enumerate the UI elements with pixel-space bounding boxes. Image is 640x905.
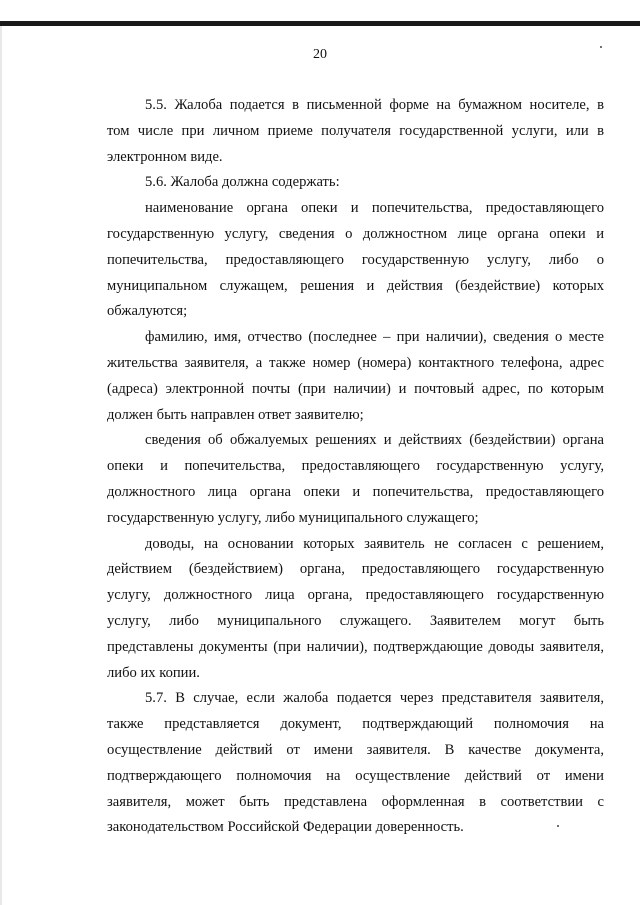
- page-number: 20: [313, 47, 327, 62]
- text-line: доводы, на основании которых заявитель не согласен с решением,: [145, 535, 604, 552]
- text-line: (адреса) электронной почты (при наличии) и почтовый адрес, по которым: [107, 380, 604, 397]
- text-line: 5.7. В случае, если жалоба подается через представителя заявителя,: [145, 690, 604, 707]
- document-body: [107, 93, 604, 841]
- scan-speck: [600, 46, 602, 48]
- paragraph-p-item-1: [107, 196, 604, 325]
- text-line: электронном виде.: [107, 148, 223, 165]
- text-line: наименование органа опеки и попечительства, предоставляющего: [145, 200, 604, 217]
- paragraph-p-item-2: [107, 325, 604, 428]
- text-line: попечительства, предоставляющего государственную услугу, либо о: [107, 251, 604, 268]
- text-line: также представляется документ, подтверждающий полномочия на: [107, 716, 604, 733]
- text-line: услугу, должностного лица органа, предоставляющего государственную: [107, 587, 604, 604]
- text-line: государственную услугу, либо муниципального служащего;: [107, 509, 479, 526]
- text-line: муниципальном служащем, решения и действия (бездействие) которых: [107, 277, 604, 294]
- paragraph-p-5-6: [107, 170, 604, 196]
- text-line: сведения об обжалуемых решениях и действиях (бездействии) органа: [145, 432, 604, 449]
- text-line: жительства заявителя, а также номер (номера) контактного телефона, адрес: [107, 354, 604, 371]
- scan-speck: [557, 825, 559, 827]
- text-line: опеки и попечительства, предоставляющего государственную услугу,: [107, 458, 604, 475]
- text-line: услугу, либо муниципального служащего. Заявителем могут быть: [107, 612, 604, 629]
- text-line: либо их копии.: [107, 664, 200, 681]
- text-line: действием (бездействием) органа, предоставляющего государственную: [107, 561, 604, 578]
- text-line: 5.5. Жалоба подается в письменной форме на бумажном носителе, в: [145, 97, 604, 113]
- scan-edge: [0, 26, 2, 905]
- paragraph-p-item-3: [107, 428, 604, 531]
- text-line: законодательством Российской Федерации доверенность.: [107, 819, 464, 836]
- paragraph-p-5-7: [107, 686, 604, 841]
- text-line: обжалуются;: [107, 303, 188, 320]
- text-line: 5.6. Жалоба должна содержать:: [145, 174, 340, 191]
- text-line: подтверждающего полномочия на осуществление действий от имени: [107, 767, 604, 784]
- text-line: заявителя, может быть представлена оформленная в соответствии с: [107, 793, 604, 810]
- text-line: государственную услугу, сведения о должностном лице органа опеки и: [107, 225, 604, 242]
- top-rule: [0, 21, 640, 26]
- text-line: том числе при личном приеме получателя государственной услуги, или в: [107, 122, 604, 139]
- paragraph-p-5-5: [107, 93, 604, 170]
- text-line: фамилию, имя, отчество (последнее – при наличии), сведения о месте: [145, 329, 604, 346]
- text-line: представлены документы (при наличии), подтверждающие доводы заявителя,: [107, 638, 604, 655]
- paragraph-p-item-4: [107, 532, 604, 687]
- text-line: должностного лица органа опеки и попечительства, предоставляющего: [107, 483, 604, 500]
- text-line: должен быть направлен ответ заявителю;: [107, 406, 364, 423]
- text-line: осуществление действий от имени заявителя. В качестве документа,: [107, 741, 604, 758]
